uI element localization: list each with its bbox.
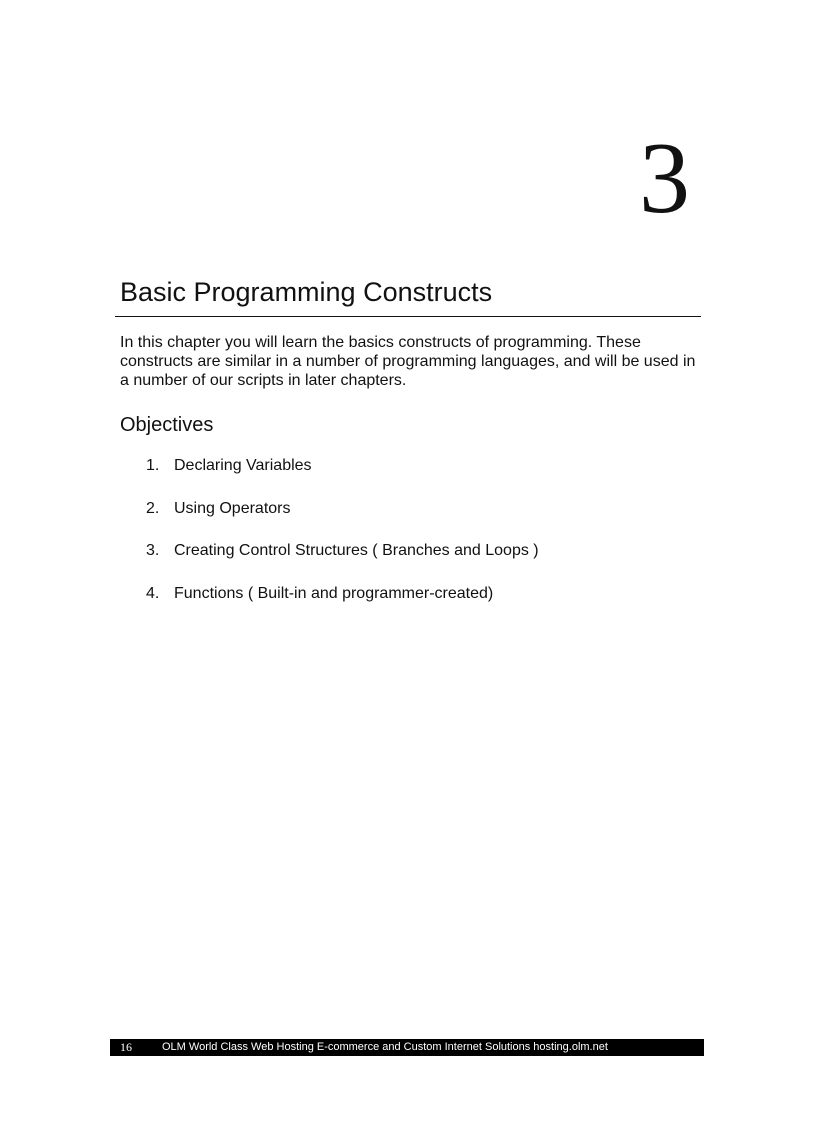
objective-number: 2. <box>146 499 160 517</box>
footer-page-number: 16 <box>120 1040 132 1054</box>
footer-text: OLM World Class Web Hosting E-commerce and Custom Internet Solutions hosting.olm.net <box>162 1041 608 1053</box>
objective-text: Functions ( Built-in and programmer-created) <box>174 584 494 602</box>
chapter-title: Basic Programming Constructs <box>120 277 493 307</box>
page-footer <box>110 1039 704 1056</box>
objective-text: Declaring Variables <box>174 457 312 474</box>
objective-item <box>140 456 539 499</box>
objectives-heading: Objectives <box>120 414 214 436</box>
title-divider <box>115 316 701 317</box>
objective-number: 1. <box>146 457 160 474</box>
chapter-number: 3 <box>639 122 690 235</box>
objective-text: Using Operators <box>174 499 291 517</box>
objective-number: 4. <box>146 584 160 602</box>
objective-text: Creating Control Structures ( Branches and Loops ) <box>174 542 539 559</box>
objective-item <box>140 499 539 542</box>
objective-number: 3. <box>146 542 160 559</box>
objective-item <box>140 541 539 584</box>
objectives-list <box>140 456 539 626</box>
objective-item <box>140 584 539 627</box>
chapter-intro: In this chapter you will learn the basics constructs of programming. These constructs are similar in a number of programming languages, and will be used in a number of our scripts in later chapters. <box>120 334 696 389</box>
